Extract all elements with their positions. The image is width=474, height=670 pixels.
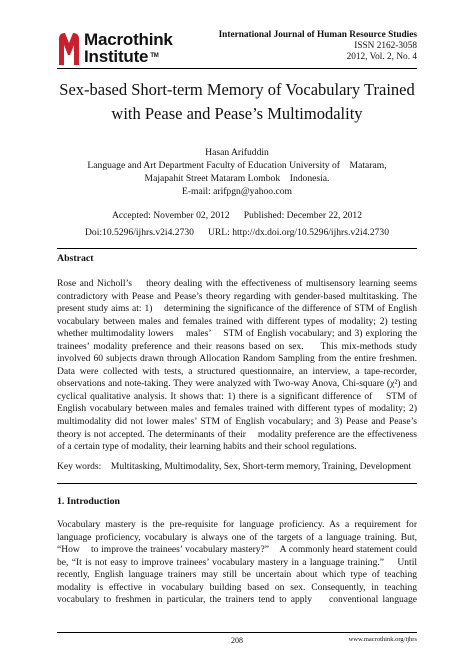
journal-volume: 2012, Vol. 2, No. 4 [346, 52, 417, 62]
abstract-line: trainees’ modality preference and their reasons based on sex. This mix-methods study [57, 340, 417, 352]
publisher-logo [57, 31, 177, 67]
article-title-line1: Sex-based Short-term Memory of Vocabulary Trained [59, 80, 415, 99]
abstract-body [57, 278, 417, 454]
doi: Doi:10.5296/ijhrs.v2i4.2730 [84, 227, 194, 238]
page-header [0, 0, 474, 72]
keywords: Key words: Multitasking, Multimodality, Sex, Short-term memory, Training, Development [57, 461, 412, 472]
dates-row [40, 209, 434, 222]
abstract-line: English vocabulary between males and females trained with different types of modality; 2) [57, 403, 417, 415]
abstract-line: observations and note-taking. They were analyzed with Two-way Anova, Chi-square (χ²) and [57, 378, 417, 390]
publisher-name-line1: Macrothink [84, 30, 173, 49]
article-url[interactable]: URL: http://dx.doi.org/10.5296/ijhrs.v2i4.2730 [207, 227, 390, 238]
intro-line: modality is effective in vocabulary building based on sex. Consequently, in teaching [57, 581, 417, 593]
affiliation-line1: Language and Art Department Faculty of Education University of Mataram, [87, 160, 387, 171]
publication-dates [40, 209, 434, 239]
intro-line: language proficiency, vocabulary is always one of the targets of a language training. But, [57, 531, 417, 543]
intro-line: be, “It is not easy to improve trainees’ vocabulary mastery in a language training.” Until [57, 556, 417, 568]
abstract-bottom-rule [57, 483, 417, 484]
abstract-line: of a certain type of modality, their learning habits and their school regulations. [57, 441, 357, 453]
abstract-line: contradictory with Pease and Pease’s theory regarding with gender-based multitasking. The [57, 290, 417, 302]
publisher-name-line2 [84, 48, 173, 65]
header-rule [57, 68, 417, 69]
page-number: 208 [231, 636, 243, 645]
publisher-name [84, 31, 173, 65]
article-title [40, 78, 434, 126]
abstract-line: involved 60 subjects drawn through Allocation Random Sampling from the entire freshmen. [57, 353, 417, 365]
published-date: Published: December 22, 2012 [243, 210, 363, 221]
journal-info [219, 30, 417, 63]
author-block [40, 146, 434, 198]
abstract-line: Data were collected with tests, a structured questionnaire, an interview, a tape-recorder, [57, 365, 417, 377]
trademark-mark: TM [150, 53, 159, 59]
abstract-line: present study aims at: 1) determining the significance of the difference of STM of English [57, 303, 417, 315]
intro-line: vocabulary to freshmen in particular, the trainers tend to apply conventional language [57, 594, 417, 606]
intro-line: recently, English language trainers may still be uncertain about which type of teaching [57, 569, 417, 581]
author-name: Hasan Arifuddin [205, 147, 269, 158]
abstract-line: cyclical qualitative analysis. It shows that: 1) there is a significant difference of STM of [57, 390, 417, 402]
page-footer [0, 636, 474, 650]
intro-line: Vocabulary mastery is the pre-requisite for language proficiency. As a requirement for [57, 519, 417, 530]
abstract-line: vocabulary between males and females trained with different types of modality; 2) testing [57, 315, 417, 327]
article-title-line2: with Pease and Pease’s Multimodality [111, 104, 363, 123]
publisher-website[interactable]: www.macrothink.org/ijhrs [348, 636, 417, 643]
macrothink-logo-icon [57, 31, 81, 67]
introduction-body [57, 519, 417, 607]
publisher-name-line2-text: Institute [84, 47, 149, 66]
identifiers-row [40, 226, 434, 239]
abstract-line: whether multimodality lowers males’ STM of English vocabulary; and 3) exploring the [57, 328, 417, 340]
abstract-top-rule [57, 248, 417, 249]
journal-issn: ISSN 2162-3058 [354, 41, 417, 51]
footer-rule [57, 632, 417, 633]
journal-name: International Journal of Human Resource Studies [218, 30, 417, 40]
accepted-date: Accepted: November 02, 2012 [111, 210, 230, 221]
section-heading-introduction: 1. Introduction [57, 496, 120, 507]
abstract-line: theory is not accepted. The determinants of their modality preference are the effectiveness [57, 428, 417, 440]
abstract-line: multimodality did not lower males’ STM of English vocabulary; and 3) Pease and Pease’s [57, 416, 417, 428]
author-email: E-mail: arifpgn@yahoo.com [181, 186, 293, 197]
abstract-line: Rose and Nicholl’s theory dealing with the effectiveness of multisensory learning seems [57, 278, 417, 289]
abstract-heading: Abstract [57, 253, 94, 264]
affiliation-line2: Majapahit Street Mataram Lombok Indonesia. [144, 173, 330, 184]
intro-line: “How to improve the trainees’ vocabulary mastery?” A commonly heard statement could [57, 544, 417, 556]
